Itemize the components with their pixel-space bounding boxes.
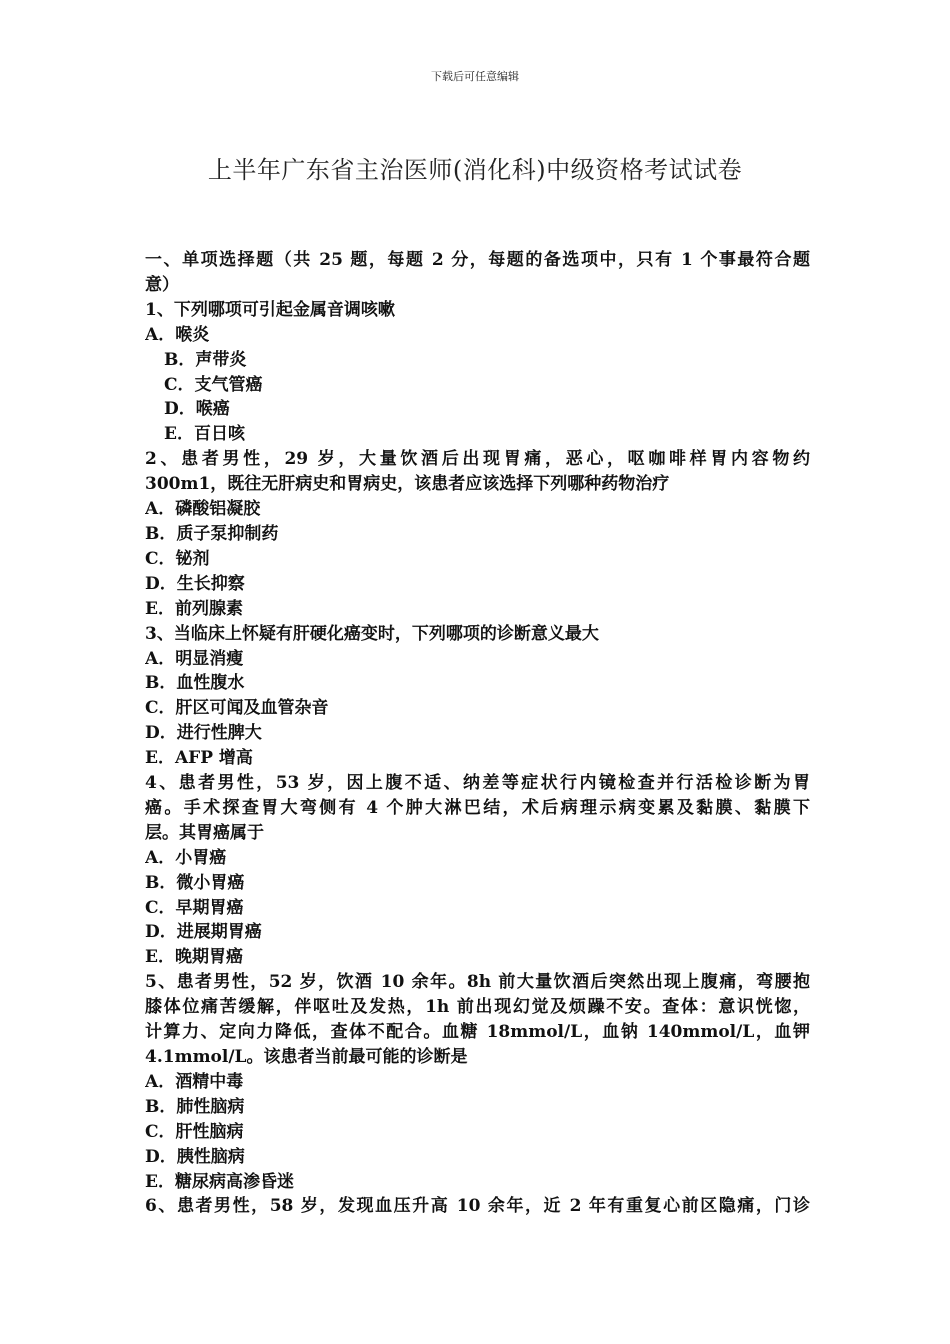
text-line: 4、患者男性，53 岁，因上腹不适、纳差等症状行内镜检查并行活检诊断为胃: [145, 773, 810, 794]
text-line: 5、患者男性，52 岁，饮酒 10 余年。8h 前大量饮酒后突然出现上腹痛，弯腰抱: [145, 972, 810, 993]
text-line: E．前列腺素: [145, 598, 243, 619]
exam-content: [145, 248, 810, 1219]
text-line: 意）: [145, 274, 179, 295]
text-line: 3、当临床上怀疑有肝硬化癌变时，下列哪项的诊断意义最大: [145, 623, 599, 644]
text-line: B．肺性脑病: [145, 1096, 245, 1117]
text-line: C．铋剂: [145, 548, 210, 569]
text-line: B．微小胃癌: [145, 872, 245, 893]
text-line: 一、单项选择题（共 25 题，每题 2 分，每题的备选项中，只有 1 个事最符合题: [145, 250, 810, 270]
text-line: 膝体位痛苦缓解，伴呕吐及发热，1h 前出现幻觉及烦躁不安。查体：意识恍惚，: [145, 997, 810, 1018]
text-line: E．百日咳: [164, 424, 245, 445]
text-line: A．喉炎: [145, 324, 210, 345]
text-line: C．肝性脑病: [145, 1121, 244, 1142]
text-line: 4.1mmol/L。该患者当前最可能的诊断是: [145, 1047, 468, 1067]
document-title: 上半年广东省主治医师(消化科)中级资格考试试卷: [207, 156, 743, 184]
text-line: E．晚期胃癌: [145, 947, 243, 968]
text-line: D．胰性脑病: [145, 1146, 245, 1167]
header-note: 下载后可任意编辑: [431, 70, 519, 83]
text-line: B．血性腹水: [145, 673, 245, 694]
text-line: C．肝区可闻及血管杂音: [145, 698, 329, 719]
text-line: 2、患者男性，29 岁，大量饮酒后出现胃痛，恶心，呕咖啡样胃内容物约: [145, 449, 810, 470]
text-line: 计算力、定向力降低，查体不配合。血糖 18mmol/L，血钠 140mmol/L，血钾: [145, 1022, 810, 1043]
text-line: E．AFP 增高: [145, 748, 253, 769]
text-line: 300m1，既往无肝病史和胃病史，该患者应该选择下列哪种药物治疗: [145, 474, 670, 495]
text-line: D．进行性脾大: [145, 723, 262, 744]
text-line: B．质子泵抑制药: [145, 523, 279, 544]
text-line: D．生长抑察: [145, 573, 245, 594]
text-line: D．喉癌: [164, 399, 230, 420]
text-line: C．早期胃癌: [145, 897, 244, 918]
text-line: D．进展期胃癌: [145, 922, 262, 943]
text-line: 6、患者男性，58 岁，发现血压升高 10 余年，近 2 年有重复心前区隐痛，门诊: [145, 1196, 810, 1217]
text-line: A．明显消瘦: [145, 648, 244, 669]
text-line: 癌。手术探查胃大弯侧有 4 个肿大淋巴结，术后病理示病变累及黏膜、黏膜下: [145, 797, 810, 818]
text-line: A．磷酸铝凝胶: [145, 499, 261, 520]
text-line: A．酒精中毒: [145, 1071, 244, 1092]
text-line: C．支气管癌: [164, 374, 263, 395]
text-line: A．小胃癌: [145, 847, 227, 868]
text-line: 1、下列哪项可引起金属音调咳嗽: [145, 299, 395, 320]
text-line: 层。其胃癌属于: [145, 822, 264, 843]
text-line: B．声带炎: [164, 349, 247, 370]
text-line: E．糖尿病高渗昏迷: [145, 1171, 294, 1192]
